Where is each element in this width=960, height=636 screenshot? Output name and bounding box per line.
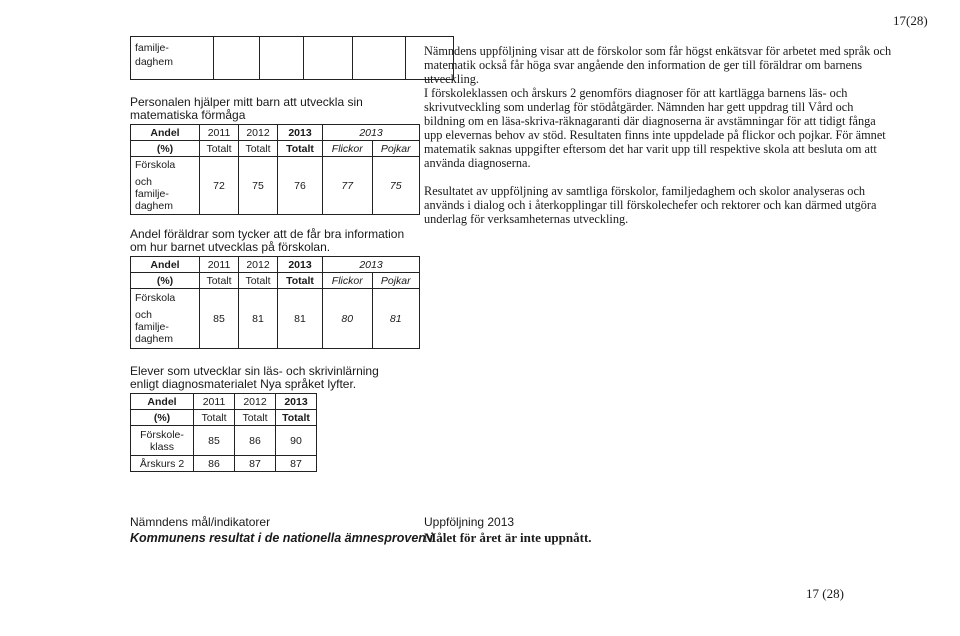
table2-col-pojkar: Pojkar bbox=[372, 273, 420, 289]
table1-header-andel: Andel bbox=[131, 125, 200, 141]
table3-header-andel: Andel bbox=[131, 394, 194, 410]
table3-row1-value-2011: 85 bbox=[194, 426, 235, 456]
paragraph-diagnoser: I förskoleklassen och årskurs 2 genomförs diagnoser för att kartlägga barnens läs- och skrivutveckling som underlag för stödåtgärder. Nämnden har gett uppdrag till Vård och bildning om en läsa-skriva-räknagaranti där diagnoserna är avstämningar för att tidigt fånga upp elevernas behov av stöd. Resultaten finns inte uppdelade på flickor och pojkar. För ämnet matematik saknas uppgifter eftersom det har varit upp till respektive skola att besluta om att använda diagnoserna. bbox=[424, 86, 886, 170]
table1-value-flickor: 77 bbox=[323, 157, 373, 215]
table3-header-2012: 2012 bbox=[235, 394, 276, 410]
table1-row-label: Förskola och familje- daghem bbox=[131, 157, 200, 215]
table3-row2-value-2011: 86 bbox=[194, 456, 235, 472]
table3-row2-value-2012: 87 bbox=[235, 456, 276, 472]
table2-col-totalt-2012: Totalt bbox=[239, 273, 278, 289]
table1-header-2012: 2012 bbox=[239, 125, 278, 141]
table3-row-arskurs2-label: Årskurs 2 bbox=[131, 456, 194, 472]
table3-col-totalt-2013: Totalt bbox=[276, 410, 317, 426]
table3-caption: Elever som utvecklar sin läs- och skrivinlärning enligt diagnosmaterialet Nya språket lyfter. bbox=[130, 364, 379, 391]
table2 bbox=[130, 256, 420, 349]
table2-header-percent: (%) bbox=[131, 273, 200, 289]
paragraph-uppfoljning: Nämndens uppföljning visar att de förskolor som får högst enkätsvar för arbetet med språk och matematik också får höga svar angående den information de ger till föräldrar om barnens utveckling. bbox=[424, 44, 892, 86]
table2-col-totalt-2011: Totalt bbox=[200, 273, 239, 289]
table1-value-2012: 75 bbox=[239, 157, 278, 215]
paragraph-resultat: Resultatet av uppföljning av samtliga förskolor, familjedaghem och skolor analyseras och används i dialog och i återkopplingar till förskolechefer och rektorer och kan därmed utgöra underlag för verksamheternas utveckling. bbox=[424, 184, 877, 226]
table3-header-2013: 2013 bbox=[276, 394, 317, 410]
table1-header-2013: 2013 bbox=[278, 125, 323, 141]
table3 bbox=[130, 393, 317, 472]
table3-header-percent: (%) bbox=[131, 410, 194, 426]
table3-col-totalt-2012: Totalt bbox=[235, 410, 276, 426]
page-number-header: 17(28) bbox=[893, 13, 928, 28]
table3-col-totalt-2011: Totalt bbox=[194, 410, 235, 426]
table2-header-2011: 2011 bbox=[200, 257, 239, 273]
table1-value-2013: 76 bbox=[278, 157, 323, 215]
table1-col-pojkar: Pojkar bbox=[372, 141, 420, 157]
table1 bbox=[130, 124, 420, 215]
table2-header-andel: Andel bbox=[131, 257, 200, 273]
table1-header-2011: 2011 bbox=[200, 125, 239, 141]
table2-value-pojkar: 81 bbox=[372, 289, 420, 349]
table2-value-flickor: 80 bbox=[323, 289, 373, 349]
table2-header-2013: 2013 bbox=[278, 257, 323, 273]
table2-caption: Andel föräldrar som tycker att de får bra information om hur barnet utvecklas på förskolan. bbox=[130, 227, 405, 254]
page-number-footer: 17 (28) bbox=[806, 586, 844, 601]
table2-header-2012: 2012 bbox=[239, 257, 278, 273]
table1-header-percent: (%) bbox=[131, 141, 200, 157]
table2-value-2012: 81 bbox=[239, 289, 278, 349]
table3-row-forskoleklass-label: Förskole- klass bbox=[131, 426, 194, 456]
table3-row2-value-2013: 87 bbox=[276, 456, 317, 472]
table3-row1-value-2013: 90 bbox=[276, 426, 317, 456]
indicator-label: Nämndens mål/indikatorer bbox=[130, 515, 271, 529]
table1-value-pojkar: 75 bbox=[372, 157, 420, 215]
followup-value: Målet för året är inte uppnått. bbox=[424, 530, 592, 545]
table1-col-flickor: Flickor bbox=[323, 141, 373, 157]
table1-caption: Personalen hjälper mitt barn att utveckla sin matematiska förmåga bbox=[130, 95, 363, 122]
table2-col-totalt-2013: Totalt bbox=[278, 273, 323, 289]
top-table-fragment bbox=[130, 36, 454, 80]
table2-row-label: Förskola och familje- daghem bbox=[131, 289, 200, 349]
table1-col-totalt-2011: Totalt bbox=[200, 141, 239, 157]
table2-value-2013: 81 bbox=[278, 289, 323, 349]
table3-header-2011: 2011 bbox=[194, 394, 235, 410]
table1-col-totalt-2012: Totalt bbox=[239, 141, 278, 157]
table2-value-2011: 85 bbox=[200, 289, 239, 349]
table1-header-2013-split: 2013 bbox=[323, 125, 420, 141]
followup-label: Uppföljning 2013 bbox=[424, 515, 515, 529]
right-column bbox=[424, 44, 892, 226]
top-table-row-label: familje-daghem bbox=[131, 37, 214, 80]
indicator-value: Kommunens resultat i de nationella ämnesproven i bbox=[130, 531, 433, 545]
table2-header-2013-split: 2013 bbox=[323, 257, 420, 273]
table1-col-totalt-2013: Totalt bbox=[278, 141, 323, 157]
table1-value-2011: 72 bbox=[200, 157, 239, 215]
table3-row1-value-2012: 86 bbox=[235, 426, 276, 456]
table2-col-flickor: Flickor bbox=[323, 273, 373, 289]
